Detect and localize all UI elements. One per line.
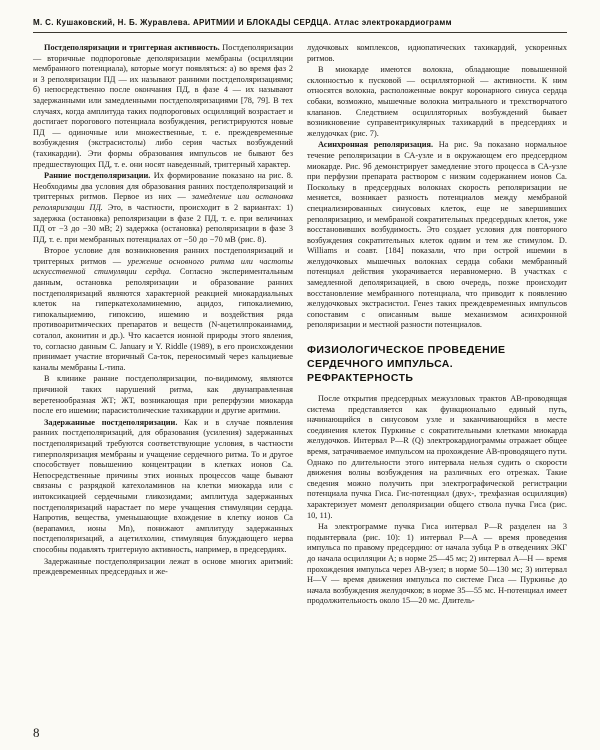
paragraph <box>33 43 293 170</box>
header-rule <box>33 32 567 33</box>
paragraph-lead: Задержанные постдеполяризации. <box>44 417 178 427</box>
page-number: 8 <box>33 725 40 740</box>
paragraph-text: Согласно экспериментальным данным, остановка реполяризации и образование ранних постдеполяризаций являются характерной реакцией миокардиальных клеток на гиперкатехоламинемию, ацидоз, гипокалиемию, гипокальциемию, гипоксию, ишемию и воздействия ряда противоаритмических препаратов и веществ (N-ацетилпрокаинамид, соталол, аконитин и др.). Что касается ионной природы этого явления, то, согласно данным C. January и Y. Riddle (1989), в его происхождении принимает участие вторичный Са-ток, переносимый через кальциевые каналы мембраны L-типа. <box>33 267 293 372</box>
paragraph <box>307 65 567 139</box>
paragraph <box>33 246 293 373</box>
paragraph <box>33 374 293 416</box>
page-header <box>33 18 567 33</box>
paragraph-text: В клинике ранние постдеполяризации, по-видимому, являются причиной таких нарушений ритма, как двунаправленная веретенообразная ЖТ; ЖТ, возникающая при реперфузии миокарда после его ишемии; парасистолические тахикардии и другие аритмии. <box>33 374 293 416</box>
section-heading-line: РЕФРАКТЕРНОСТЬ <box>307 372 414 385</box>
right-column <box>307 43 567 608</box>
paragraph-text: Задержанные постдеполяризации лежат в основе многих аритмий: преждевременных предсердных и же- <box>33 556 293 577</box>
paragraph <box>33 418 293 556</box>
running-head: М. С. Кушаковский, Н. Б. Журавлева. АРИТМИИ И БЛОКАДЫ СЕРДЦА. Атлас электрокардиограмм <box>33 18 452 27</box>
paragraph-text: Постдеполяризации — вторичные подпороговые деполяризации мембраны (осцилляции мембранного потенциала), которые могут появляться: а) во время фаз 2 и 3 реполяризации ПД — их называют ранними постдеполяризациями; б) непосредственно после окончания ПД, в фазе 4 — их называют задержанными или замедленными постдеполяризациями [78, 79]. В тех случаях, когда амплитуда таких подпороговых осцилляций возрастает и достигает порогового потенциала возбуждения, регистрируются новые ПД — одиночные или множественные, т. е. преждевременные возбуждения (экстрасистолы) либо серия частых возбуждений (тахикардии). Эти формы образования импульсов не бывают без предшествующих ПД, т. е. они носят наведенный, триггерный характер. <box>33 43 294 169</box>
paragraph <box>307 394 567 521</box>
text-columns <box>33 43 567 608</box>
paragraph-text: На рис. 9а показано нормальное течение реполяризации в СА-узле и в окружающем его предсердном миокарде. Рис. 9б демонстрирует замедление этого процесса в СА-узле при перфузии препарата раствором с низким содержанием ионов Са. Поскольку в предсердных волокнах скорость реполяризации не меняется, возникает разность потенциалов между мембраной специализированных синусовых клеток, еще не завершивших реполяризацию, и мембраной сократительных предсердных клеток, уже восстановивших возбудимость. Это создает условия для повторного возбуждения сократительных клеток одним и тем же стимулом. D. Williams и соавт. [184] показали, что при острой ишемии в желудочковых мышечных волокнах сердца собаки мембранный потенциал действия укорачивается неравномерно. В участках с замедленной деполяризацией, в свою очередь, позже происходит восстановление мембранного потенциала, что приводит к появлению желудочковых экстрасистол. Генез таких преждевременных импульсов сопоставим с описанным выше механизмом асинхронной реполяризации и местной разности потенциалов. <box>307 140 567 330</box>
paragraph-lead: Постдеполяризации и триггерная активность. <box>44 43 220 52</box>
paragraph <box>307 140 567 331</box>
paragraph-text: Второе условие для возникновения ранних постдеполяризаций и триггерных ритмов — <box>33 246 293 266</box>
paragraph-text: После открытия предсердных межузловых трактов АВ-проводящая система представляется как функционально единый путь, начинающийся в синусовом узле и заканчивающийся в месте соединения клеток Пуркинье с сократительными клетками миокарда желудочков. Интервал P—R (Q) электрокардиограммы отражает общее время, затрачиваемое импульсом на прохождение АВ-проводящего пути. Однако по длительности этого интервала нельзя судить о скорости движения волны возбуждения на различных его отрезках. Такие сведения можно получить при электрографической регистрации потенциала пучка Гиса. Гис-потенциал (двух-, трехфазная осцилляция) характеризует момент деполяризации общего ствола пучка Гиса (рис. 10, 11). <box>307 394 567 520</box>
section-heading-line: СЕРДЕЧНОГО ИМПУЛЬСА. <box>307 358 454 371</box>
paragraph-text: Это, в частности, происходит в 2 вариантах: 1) задержка (остановка) реполяризации в фазе 2 ПД, т. е. при величинах ПД от −3 до −30 мВ; 2) задержка (остановка) реполяризации в фазе 3 ПД, т. е. при мембранных потенциалах от −50 до −70 мВ (рис. 8). <box>33 202 293 244</box>
paragraph-lead: Асинхронная реполяризация. <box>318 140 434 150</box>
left-column <box>33 43 293 608</box>
section-heading-line: ФИЗИОЛОГИЧЕСКОЕ ПРОВЕДЕНИЕ <box>307 344 506 357</box>
paragraph <box>33 557 293 578</box>
paragraph-text: Как и в случае появления ранних постдеполяризаций, для образования (усиления) задержанных постдеполяризаций требуются соответствующие условия, в частности гиперполяризация мембраны и учащение сердечного ритма. То и другое способствует повышению концентрации в клетках ионов Са. Непосредственные причины этих ионных процессов чаще бывают связаны с разрядкой катехоламинов на клетки миокарда или с интоксикацией сердечными гликозидами; амплитуда задержанных постдеполяризаций нарастает по мере учащения стимуляции сердца. Напротив, вещества, уменьшающие вхождение в клетку ионов Са (верапамил, ионы Mn), понижают амплитуду задержанных постдеполяризаций, а ацетилхолин, стимуляция блуждающего нерва способны подавлять триггерную активность, например, в предсердиях. <box>33 417 293 554</box>
paragraph-text: На электрограмме пучка Гиса интервал P—R разделен на 3 подынтервала (рис. 10): 1) интервал P—A — время проведения импульса по правому предсердию: от начала зубца P в отведениях ЭКГ до начала осцилляции A; в норме 25—45 мс; 2) интервал A—H — время прохождения импульса через АВ-узел; в норме 50—130 мс; 3) интервал H—V — время движения импульса по системе Гиса — Пуркинье до начала возбуждения желудочков; в норме 35—55 мс. Н-потенциал имеет продолжительность около 15—20 мс. Длитель- <box>307 522 567 606</box>
paragraph-text: лудочковых комплексов, идиопатических тахикардий, ускоренных ритмов. <box>307 43 567 63</box>
paragraph-italic: урежение основного ритма или частоты искусственной стимуляции сердца. <box>33 256 293 277</box>
paragraph-text: В миокарде имеются волокна, обладающие повышенной склонностью к пусковой — осцилляторной — активности. К ним относятся волокна, расположенные вокруг коронарного синуса сердца собаки, возможно, мышечные волокна митрального и трехстворчатого клапанов. Следствием осцилляторных возбуждений бывает возникновение суправентрикулярных тахикардий в предсердиях и желудочках (рис. 7). <box>307 65 567 138</box>
paragraph-text: Их формирование показано на рис. 8. Необходимы два условия для образования ранних постдеполяризаций и триггерных ритмов. Первое из них — <box>33 171 294 202</box>
section-heading <box>307 343 567 385</box>
paragraph <box>307 43 567 64</box>
paragraph <box>33 171 293 245</box>
paragraph-italic: замедление или остановка реполяризации ПД. <box>33 192 293 212</box>
paragraph <box>307 522 567 607</box>
paragraph-lead: Ранние постдеполяризации. <box>44 171 151 181</box>
